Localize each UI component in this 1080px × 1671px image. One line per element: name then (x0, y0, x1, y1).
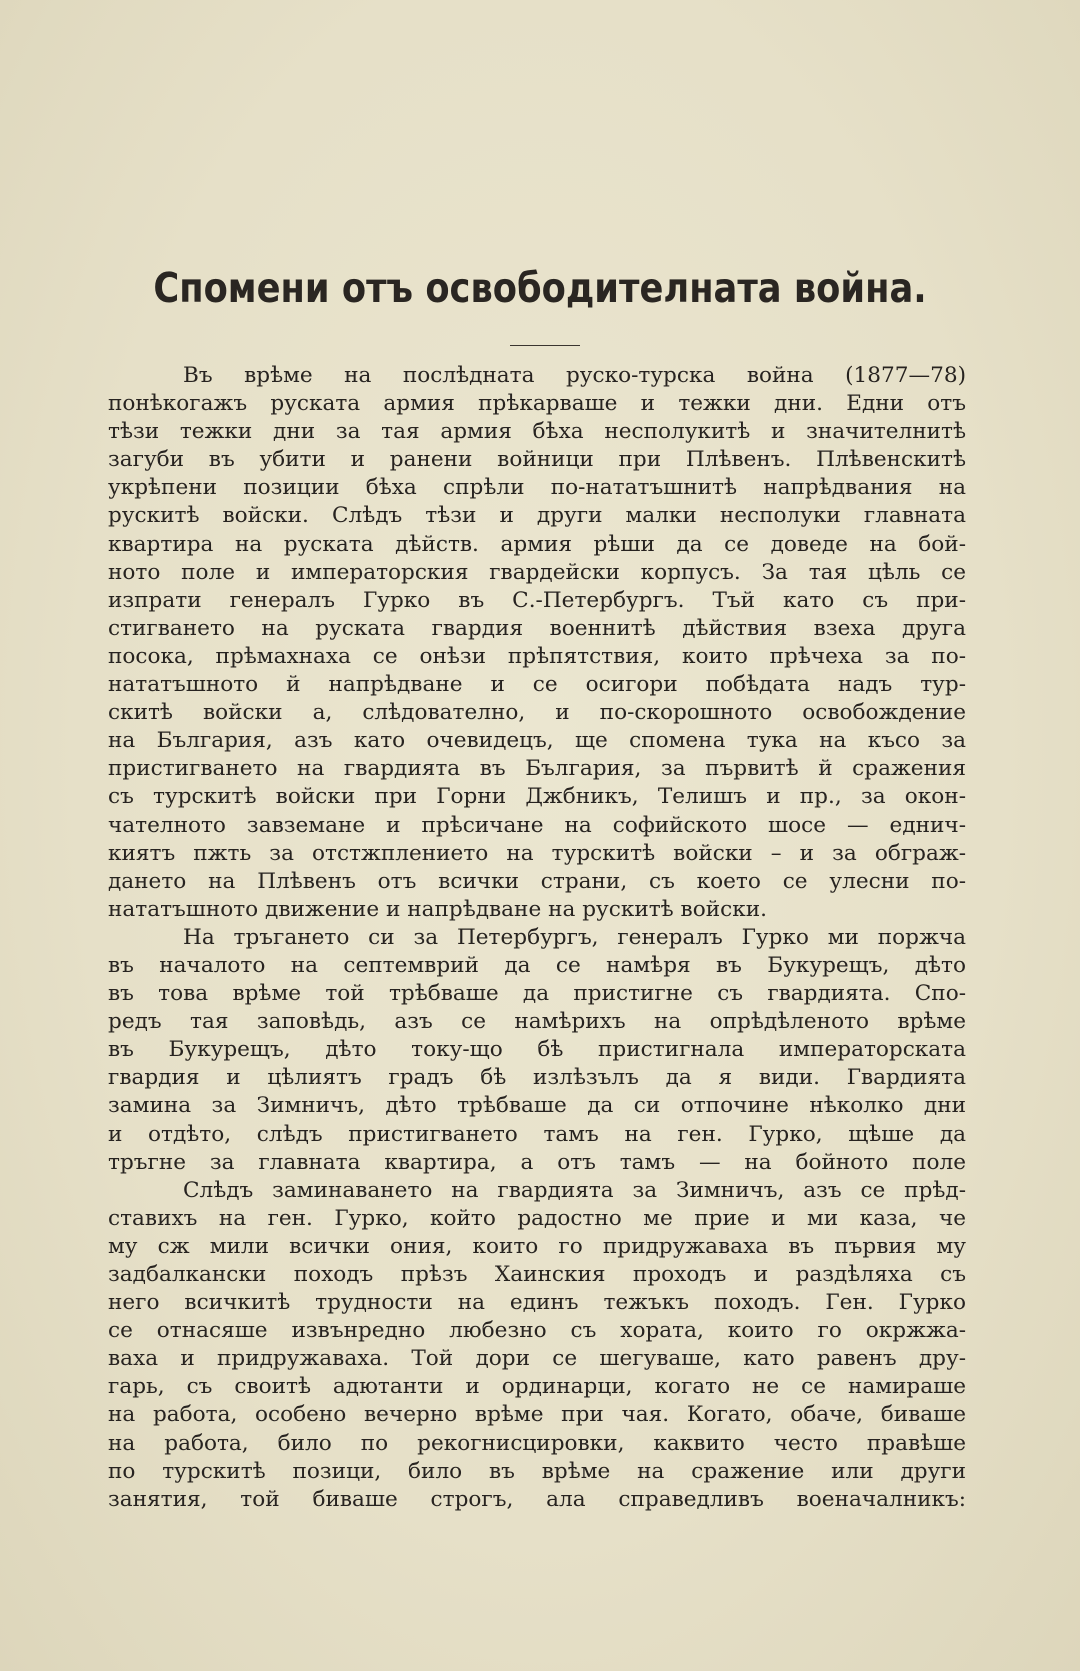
text-line: ното поле и императорския гвардейски корпусъ. За тая цѣль се (108, 559, 966, 585)
text-line: пристигването на гвардията въ България, за първитѣ й сражения (108, 756, 966, 782)
text-line: на работа, било по рекогнисцировки, каквито често правѣше (108, 1430, 966, 1456)
text-line: На тръгането си за Петербургъ, генералъ Гурко ми поржча (183, 924, 966, 950)
text-line: дането на Плѣвенъ отъ всички страни, съ което се улесни по- (108, 868, 966, 894)
text-line: рускитѣ войски. Слѣдъ тѣзи и други малки несполуки главната (108, 503, 966, 529)
text-line: загуби въ убити и ранени войници при Плѣвенъ. Плѣвенскитѣ (108, 447, 966, 473)
text-line: въ Букурещъ, дѣто току-що бѣ пристигнала императорската (108, 1037, 966, 1063)
text-line: въ началото на септемврий да се намѣря въ Букурещъ, дѣто (108, 952, 966, 978)
text-line: занятия, той биваше строгъ, ала справедливъ военачалникъ: (108, 1486, 966, 1512)
text-line: гвардия и цѣлиятъ градъ бѣ излѣзълъ да я види. Гвардията (108, 1065, 966, 1091)
text-line: укрѣпени позиции бѣха спрѣли по-нататъшнитѣ напрѣдвания на (108, 475, 966, 501)
text-line: редъ тая заповѣдь, азъ се намѣрихъ на опрѣдѣленото врѣме (108, 1009, 966, 1035)
text-line: и отдѣто, слѣдъ пристигването тамъ на ген. Гурко, щѣше да (108, 1121, 966, 1147)
text-line: нататъшното й напрѣдване и се осигори побѣдата надъ тур- (108, 672, 966, 698)
text-line: Слѣдъ заминаването на гвардията за Зимничъ, азъ се прѣд- (183, 1177, 966, 1203)
text-line: задбалкански походъ прѣзъ Хаинския проходъ и раздѣляха съ (108, 1262, 966, 1287)
text-line: по турскитѣ позици, било въ врѣме на сражение или други (108, 1458, 966, 1484)
text-line: посока, прѣмахнаха се онѣзи прѣпятствия, които прѣчеха за по- (108, 643, 966, 669)
text-line: Въ врѣме на послѣдната руско-турска война (1877—78) (183, 363, 966, 388)
text-line: му сж мили всички ония, които го придружаваха въ първия му (108, 1233, 966, 1259)
text-line: на работа, особено вечерно врѣме при чая. Когато, обаче, биваше (108, 1402, 966, 1428)
text-line: тръгне за главната квартира, а отъ тамъ — на бойното поле (108, 1149, 966, 1175)
title-divider (510, 345, 580, 346)
text-line: скитѣ войски а, слѣдователно, и по-скорошното освобождение (108, 700, 966, 726)
text-line: на България, азъ като очевидецъ, ще спомена тука на късо за (108, 728, 966, 754)
text-line: въ това врѣме той трѣбваше да пристигне съ гвардията. Спо- (108, 981, 966, 1007)
page-title: Спомени отъ освободителната война. (153, 264, 927, 312)
text-line: него всичкитѣ трудности на единъ тежъкъ походъ. Ген. Гурко (108, 1290, 966, 1316)
text-line: нататъшното движение и напрѣдване на рускитѣ войски. (108, 896, 767, 922)
text-line: киятъ пжть за отстжплението на турскитѣ войски – и за обграж- (108, 840, 966, 866)
body-text (108, 362, 966, 1514)
text-line: изпрати генералъ Гурко въ С.-Петербургъ. Тъй като съ при- (108, 587, 966, 613)
text-line: ваха и придружаваха. Той дори се шегуваше, като равенъ дру- (108, 1346, 966, 1372)
text-line: тѣзи тежки дни за тая армия бѣха несполукитѣ и значителнитѣ (108, 419, 966, 445)
text-line: съ турскитѣ войски при Горни Джбникъ, Телишъ и пр., за окон- (108, 784, 966, 810)
text-line: стигването на руската гвардия военнитѣ дѣйствия взеха друга (108, 615, 966, 641)
text-line: гарь, съ своитѣ адютанти и ординарци, когато не се намираше (108, 1374, 966, 1400)
text-line: се отнасяше извънредно любезно съ хората, които го окржжа- (108, 1318, 966, 1344)
text-line: понѣкогажъ руската армия прѣкарваше и тежки дни. Едни отъ (108, 391, 966, 417)
text-line: квартира на руската дѣйств. армия рѣши да се доведе на бой- (108, 531, 966, 557)
text-line: замина за Зимничъ, дѣто трѣбваше да си отпочине нѣколко дни (108, 1093, 966, 1119)
text-line: чателното завземане и прѣсичане на софийското шосе — еднич- (108, 812, 966, 838)
text-line: ставихъ на ген. Гурко, който радостно ме прие и ми каза, че (108, 1205, 966, 1231)
